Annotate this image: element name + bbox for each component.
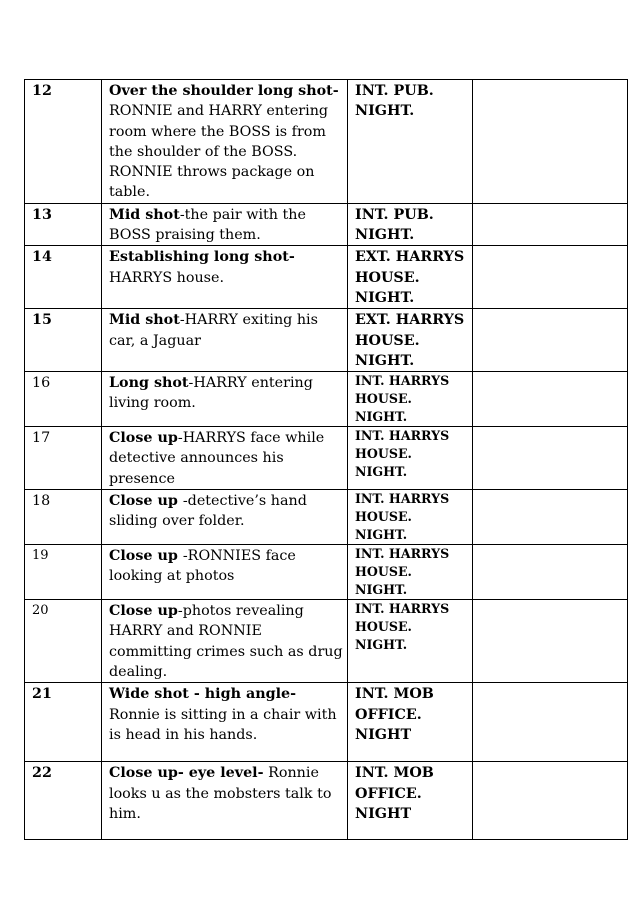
table-row xyxy=(25,683,628,762)
shot-location: INT. HARRYS HOUSE. NIGHT. xyxy=(348,372,473,427)
shot-number: 21 xyxy=(25,683,102,762)
shot-description-cell xyxy=(102,80,348,204)
table-row xyxy=(25,427,628,490)
shot-description-cell xyxy=(102,427,348,490)
shot-location: INT. HARRYS HOUSE. NIGHT. xyxy=(348,427,473,490)
shot-description-cell xyxy=(102,545,348,600)
shot-number: 14 xyxy=(25,246,102,309)
shot-list-table xyxy=(24,79,628,840)
shot-number: 20 xyxy=(25,600,102,683)
shot-notes xyxy=(473,490,628,545)
table-row xyxy=(25,246,628,309)
shot-number: 15 xyxy=(25,309,102,372)
shot-number: 18 xyxy=(25,490,102,545)
table-row xyxy=(25,203,628,246)
shot-description: HARRYS house. xyxy=(109,269,225,286)
shot-description-cell xyxy=(102,246,348,309)
shot-location: EXT. HARRYS HOUSE. NIGHT. xyxy=(348,309,473,372)
shot-description: Ronnie looks u as the mobsters talk to him. xyxy=(109,765,332,822)
shot-number: 19 xyxy=(25,545,102,600)
shot-description-cell xyxy=(102,762,348,840)
shot-description-cell xyxy=(102,203,348,246)
shot-description: RONNIE and HARRY entering room where the BOSS is from the shoulder of the BOSS. RONNIE throws package on table. xyxy=(109,103,329,201)
table-row xyxy=(25,490,628,545)
shot-description-cell xyxy=(102,683,348,762)
shot-type: Mid shot xyxy=(109,206,180,223)
table-row xyxy=(25,309,628,372)
table-row xyxy=(25,600,628,683)
shot-notes xyxy=(473,683,628,762)
shot-notes xyxy=(473,545,628,600)
shot-notes xyxy=(473,427,628,490)
shot-list-page xyxy=(24,79,627,840)
table-row xyxy=(25,372,628,427)
shot-notes xyxy=(473,203,628,246)
shot-notes xyxy=(473,372,628,427)
shot-location: INT. MOB OFFICE. NIGHT xyxy=(348,762,473,840)
shot-number: 12 xyxy=(25,80,102,204)
shot-description: Ronnie is sitting in a chair with is head in his hands. xyxy=(109,706,337,743)
shot-location: INT. HARRYS HOUSE. NIGHT. xyxy=(348,490,473,545)
shot-description: -HARRYS face while detective announces his presence xyxy=(109,430,325,487)
shot-type: Over the shoulder long shot- xyxy=(109,83,339,99)
shot-location: INT. PUB. NIGHT. xyxy=(348,203,473,246)
shot-number: 13 xyxy=(25,203,102,246)
shot-location: INT. PUB. NIGHT. xyxy=(348,80,473,204)
shot-description-cell xyxy=(102,372,348,427)
shot-description-cell xyxy=(102,490,348,545)
shot-description: -RONNIES face looking at photos xyxy=(109,548,296,585)
shot-notes xyxy=(473,309,628,372)
table-row xyxy=(25,80,628,204)
shot-type: Close up xyxy=(109,548,183,565)
shot-type: Close up- eye level- xyxy=(109,765,264,782)
shot-notes xyxy=(473,246,628,309)
shot-location: EXT. HARRYS HOUSE. NIGHT. xyxy=(348,246,473,309)
shot-type: Close up xyxy=(109,493,183,510)
shot-number: 16 xyxy=(25,372,102,427)
shot-description-cell xyxy=(102,309,348,372)
shot-description-cell xyxy=(102,600,348,683)
table-row xyxy=(25,762,628,840)
shot-number: 17 xyxy=(25,427,102,490)
shot-notes xyxy=(473,80,628,204)
shot-type: Mid shot xyxy=(109,312,180,329)
shot-location: INT. HARRYS HOUSE. NIGHT. xyxy=(348,600,473,683)
shot-description: -HARRY exiting his car, a Jaguar xyxy=(109,312,318,349)
shot-notes xyxy=(473,762,628,840)
shot-number: 22 xyxy=(25,762,102,840)
shot-description: -photos revealing HARRY and RONNIE committing crimes such as drug dealing. xyxy=(109,603,343,680)
shot-type: Long shot xyxy=(109,375,189,392)
shot-notes xyxy=(473,600,628,683)
table-row xyxy=(25,545,628,600)
shot-description: -HARRY entering living room. xyxy=(109,375,313,412)
shot-type: Establishing long shot- xyxy=(109,249,295,266)
shot-type: Wide shot - high angle- xyxy=(109,686,297,703)
shot-description: -the pair with the BOSS praising them. xyxy=(109,206,306,244)
shot-type: Close up xyxy=(109,430,178,447)
shot-location: INT. MOB OFFICE. NIGHT xyxy=(348,683,473,762)
shot-type: Close up xyxy=(109,603,178,620)
shot-description: -detective’s hand sliding over folder. xyxy=(109,493,307,530)
shot-location: INT. HARRYS HOUSE. NIGHT. xyxy=(348,545,473,600)
